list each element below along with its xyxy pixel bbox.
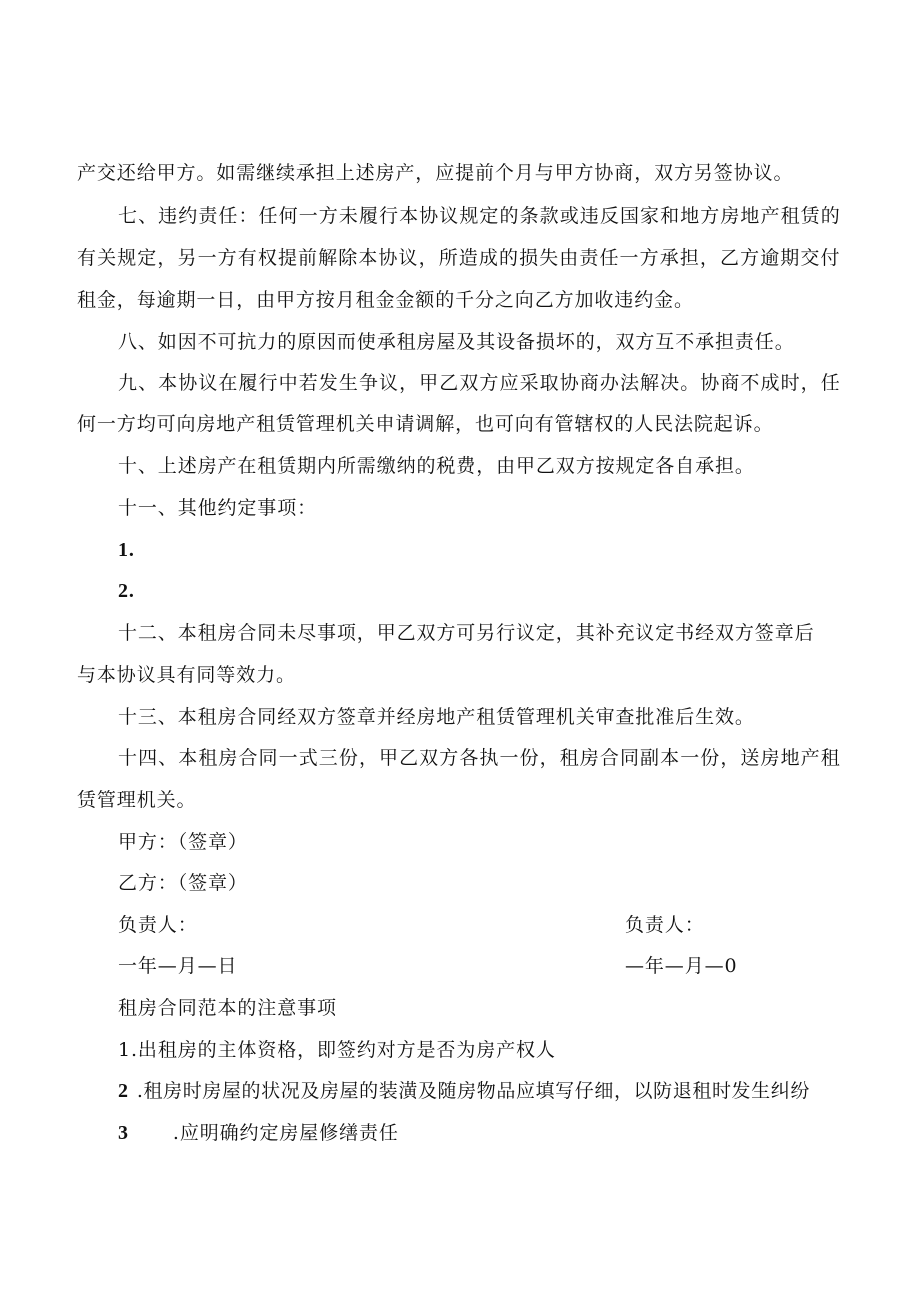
text-char: 地 [740, 205, 760, 227]
text-char: 履 [238, 372, 258, 394]
text-char: 款 [539, 205, 559, 227]
text-char: 送 [740, 747, 760, 769]
text-char: 方 [217, 247, 237, 269]
clause-11-item-1: 1. [118, 539, 135, 561]
text-char: 违 [579, 205, 599, 227]
text-char: 份 [338, 747, 358, 769]
text-char: 所 [438, 247, 458, 269]
text-char: 一 [619, 247, 639, 269]
text-char: 付 [820, 247, 840, 269]
text-char: 发 [318, 372, 338, 394]
text-char: 任 [820, 372, 840, 394]
text-char: 方 [318, 205, 338, 227]
text-char: 决 [660, 372, 680, 394]
clause-14-line-2: 赁管理机关。 [77, 789, 197, 811]
text-char: 房 [579, 747, 599, 769]
text-char: 任 [258, 205, 278, 227]
text-char: 各 [459, 747, 479, 769]
text-char: 地 [680, 205, 700, 227]
text-char: 规 [117, 247, 137, 269]
date-right: —年—月—0 [625, 955, 738, 977]
text-char: 行 [379, 205, 399, 227]
clause-11: 十一、其他约定事项： [118, 497, 318, 519]
text-char: ， [539, 747, 559, 769]
responsible-person-right: 负责人： [625, 914, 705, 936]
text-char: 甲 [379, 747, 399, 769]
text-char: 执 [479, 747, 499, 769]
text-char: 甲 [419, 372, 439, 394]
text-char: 双 [419, 747, 439, 769]
text-char: 九 [118, 372, 138, 394]
clause-7-line-3: 租金，每逾期一日，由甲方按月租金金额的千分之向乙方加收违约金。 [77, 289, 694, 311]
text-char: 条 [519, 205, 539, 227]
text-char: 国 [619, 205, 639, 227]
text-char: 何 [278, 205, 298, 227]
text-char: ， [699, 247, 719, 269]
text-char: 失 [539, 247, 559, 269]
text-char: 本 [660, 747, 680, 769]
text-char: 有 [237, 247, 257, 269]
text-char: 中 [278, 372, 298, 394]
note-2 [118, 1078, 840, 1104]
text-char: 担 [679, 247, 699, 269]
text-char: 若 [298, 372, 318, 394]
clause-14-line-1 [118, 745, 840, 771]
text-char: 取 [539, 372, 559, 394]
text-char: 产 [760, 205, 780, 227]
note-2-text: .租房时房屋的状况及房屋的装潢及随房物品应填写仔细，以防退租时发生纠纷 [136, 1080, 810, 1102]
text-char: 本 [158, 372, 178, 394]
text-char: 十 [118, 747, 138, 769]
text-char: 定 [479, 205, 499, 227]
text-char: 协 [378, 247, 398, 269]
text-char: 家 [640, 205, 660, 227]
note-3 [118, 1120, 399, 1146]
clause-6-continuation: 产交还给甲方。如需继续承担上述房产，应提前个月与甲方协商，双方另签协议。 [77, 162, 794, 184]
text-char: 本 [358, 247, 378, 269]
text-char: 商 [579, 372, 599, 394]
text-char: 合 [599, 747, 619, 769]
text-char: ， [157, 247, 177, 269]
note-2-number: 2 [118, 1080, 129, 1102]
text-char: ， [418, 247, 438, 269]
text-char: 式 [298, 747, 318, 769]
text-char: 提 [277, 247, 297, 269]
text-char: 四 [138, 747, 158, 769]
text-char: 份 [700, 747, 720, 769]
clause-8: 八、如因不可抗力的原因而使承租房屋及其设备损坏的，双方互不承担责任。 [118, 331, 795, 353]
text-char: 乙 [439, 372, 459, 394]
text-char: 方 [479, 372, 499, 394]
text-char: 份 [519, 747, 539, 769]
text-char: 法 [619, 372, 639, 394]
text-char: 议 [398, 247, 418, 269]
clause-10: 十、上述房产在租赁期内所需缴纳的税费，由甲乙双方按规定各自承担。 [118, 455, 755, 477]
text-char: 七 [118, 205, 138, 227]
clause-11-item-2: 2. [118, 580, 135, 602]
text-char: ， [399, 372, 419, 394]
text-char: 责 [198, 205, 218, 227]
party-b-signature: 乙方：（签章） [118, 872, 248, 894]
text-char: 议 [379, 372, 399, 394]
text-char: ， [720, 747, 740, 769]
text-char: 责 [579, 247, 599, 269]
text-char: 任 [218, 205, 238, 227]
text-char: 协 [419, 205, 439, 227]
text-char: 房 [760, 747, 780, 769]
text-char: 和 [660, 205, 680, 227]
text-char: 房 [218, 747, 238, 769]
text-char: 一 [680, 747, 700, 769]
text-char: 定 [137, 247, 157, 269]
text-char: 商 [720, 372, 740, 394]
party-a-signature: 甲方：（签章） [118, 831, 248, 853]
text-char: 议 [439, 205, 459, 227]
text-char: 生 [338, 372, 358, 394]
text-char: 同 [619, 747, 639, 769]
clause-9-line-2: 何一方均可向房地产租赁管理机关申请调解，也可向有管辖权的人民法院起诉。 [77, 413, 774, 435]
text-char: ： [238, 205, 258, 227]
text-char: 解 [640, 372, 660, 394]
text-char: 副 [640, 747, 660, 769]
clause-7-line-1 [118, 203, 840, 229]
text-char: 方 [439, 747, 459, 769]
text-char: 、 [158, 747, 178, 769]
text-char: 三 [318, 747, 338, 769]
text-char: 另 [177, 247, 197, 269]
text-char: 规 [459, 205, 479, 227]
text-char: 本 [399, 205, 419, 227]
text-char: 行 [258, 372, 278, 394]
clause-12-line-1: 十二、本租房合同未尽事项，甲乙双方可另行议定，其补充议定书经双方签章后 [118, 622, 815, 644]
text-char: 承 [659, 247, 679, 269]
text-char: 成 [760, 372, 780, 394]
text-char: 的 [498, 247, 518, 269]
text-char: 争 [358, 372, 378, 394]
note-3-number: 3 [118, 1122, 129, 1144]
note-1: 1.出租房的主体资格，即签约对方是否为房产权人 [118, 1039, 556, 1061]
text-char: 租 [780, 205, 800, 227]
text-char: 履 [358, 205, 378, 227]
text-char: 一 [197, 247, 217, 269]
text-char: 协 [178, 372, 198, 394]
text-char: 造 [458, 247, 478, 269]
text-char: 解 [318, 247, 338, 269]
text-char: ， [800, 372, 820, 394]
text-char: 租 [198, 747, 218, 769]
clause-7-line-2 [77, 245, 840, 271]
text-char: 、 [138, 205, 158, 227]
text-char: ， [358, 747, 378, 769]
text-char: 方 [700, 205, 720, 227]
text-char: 产 [800, 747, 820, 769]
text-char: 合 [238, 747, 258, 769]
text-char: 约 [178, 205, 198, 227]
text-char: 的 [499, 205, 519, 227]
text-char: 逾 [760, 247, 780, 269]
text-char: 赁 [800, 205, 820, 227]
text-char: 前 [298, 247, 318, 269]
text-char: 任 [599, 247, 619, 269]
text-char: 方 [740, 247, 760, 269]
date-left: 一年—月—日 [118, 955, 238, 977]
text-char: 一 [499, 747, 519, 769]
text-char: 本 [178, 747, 198, 769]
text-char: 或 [559, 205, 579, 227]
text-char: 由 [559, 247, 579, 269]
text-char: 一 [298, 205, 318, 227]
text-char: 协 [700, 372, 720, 394]
text-char: 协 [559, 372, 579, 394]
text-char: 权 [257, 247, 277, 269]
text-char: 方 [639, 247, 659, 269]
text-char: 不 [740, 372, 760, 394]
notes-title: 租房合同范本的注意事项 [118, 997, 337, 1019]
clause-9-line-1 [118, 370, 840, 396]
clause-13: 十三、本租房合同经双方签章并经房地产租赁管理机关审查批准后生效。 [118, 706, 755, 728]
text-char: 一 [278, 747, 298, 769]
text-char: 未 [338, 205, 358, 227]
text-char: 。 [680, 372, 700, 394]
text-char: 乙 [720, 247, 740, 269]
text-char: 有 [77, 247, 97, 269]
text-char: 乙 [399, 747, 419, 769]
text-char: 损 [519, 247, 539, 269]
text-char: 、 [138, 372, 158, 394]
text-char: 反 [599, 205, 619, 227]
text-char: 交 [800, 247, 820, 269]
text-char: 应 [499, 372, 519, 394]
text-char: 在 [218, 372, 238, 394]
text-char: 的 [820, 205, 840, 227]
text-char: 房 [720, 205, 740, 227]
text-char: 地 [780, 747, 800, 769]
text-char: 同 [258, 747, 278, 769]
responsible-person-left: 负责人： [118, 914, 198, 936]
text-char: 违 [158, 205, 178, 227]
note-3-text: .应明确约定房屋修缮责任 [172, 1122, 399, 1144]
text-char: 关 [97, 247, 117, 269]
text-char: 采 [519, 372, 539, 394]
clause-12-line-2: 与本协议具有同等效力。 [77, 664, 296, 686]
text-char: 办 [599, 372, 619, 394]
text-char: 期 [780, 247, 800, 269]
text-char: 成 [478, 247, 498, 269]
text-char: 议 [198, 372, 218, 394]
text-char: 除 [338, 247, 358, 269]
text-char: 双 [459, 372, 479, 394]
text-char: 租 [820, 747, 840, 769]
text-char: 租 [559, 747, 579, 769]
text-char: 时 [780, 372, 800, 394]
